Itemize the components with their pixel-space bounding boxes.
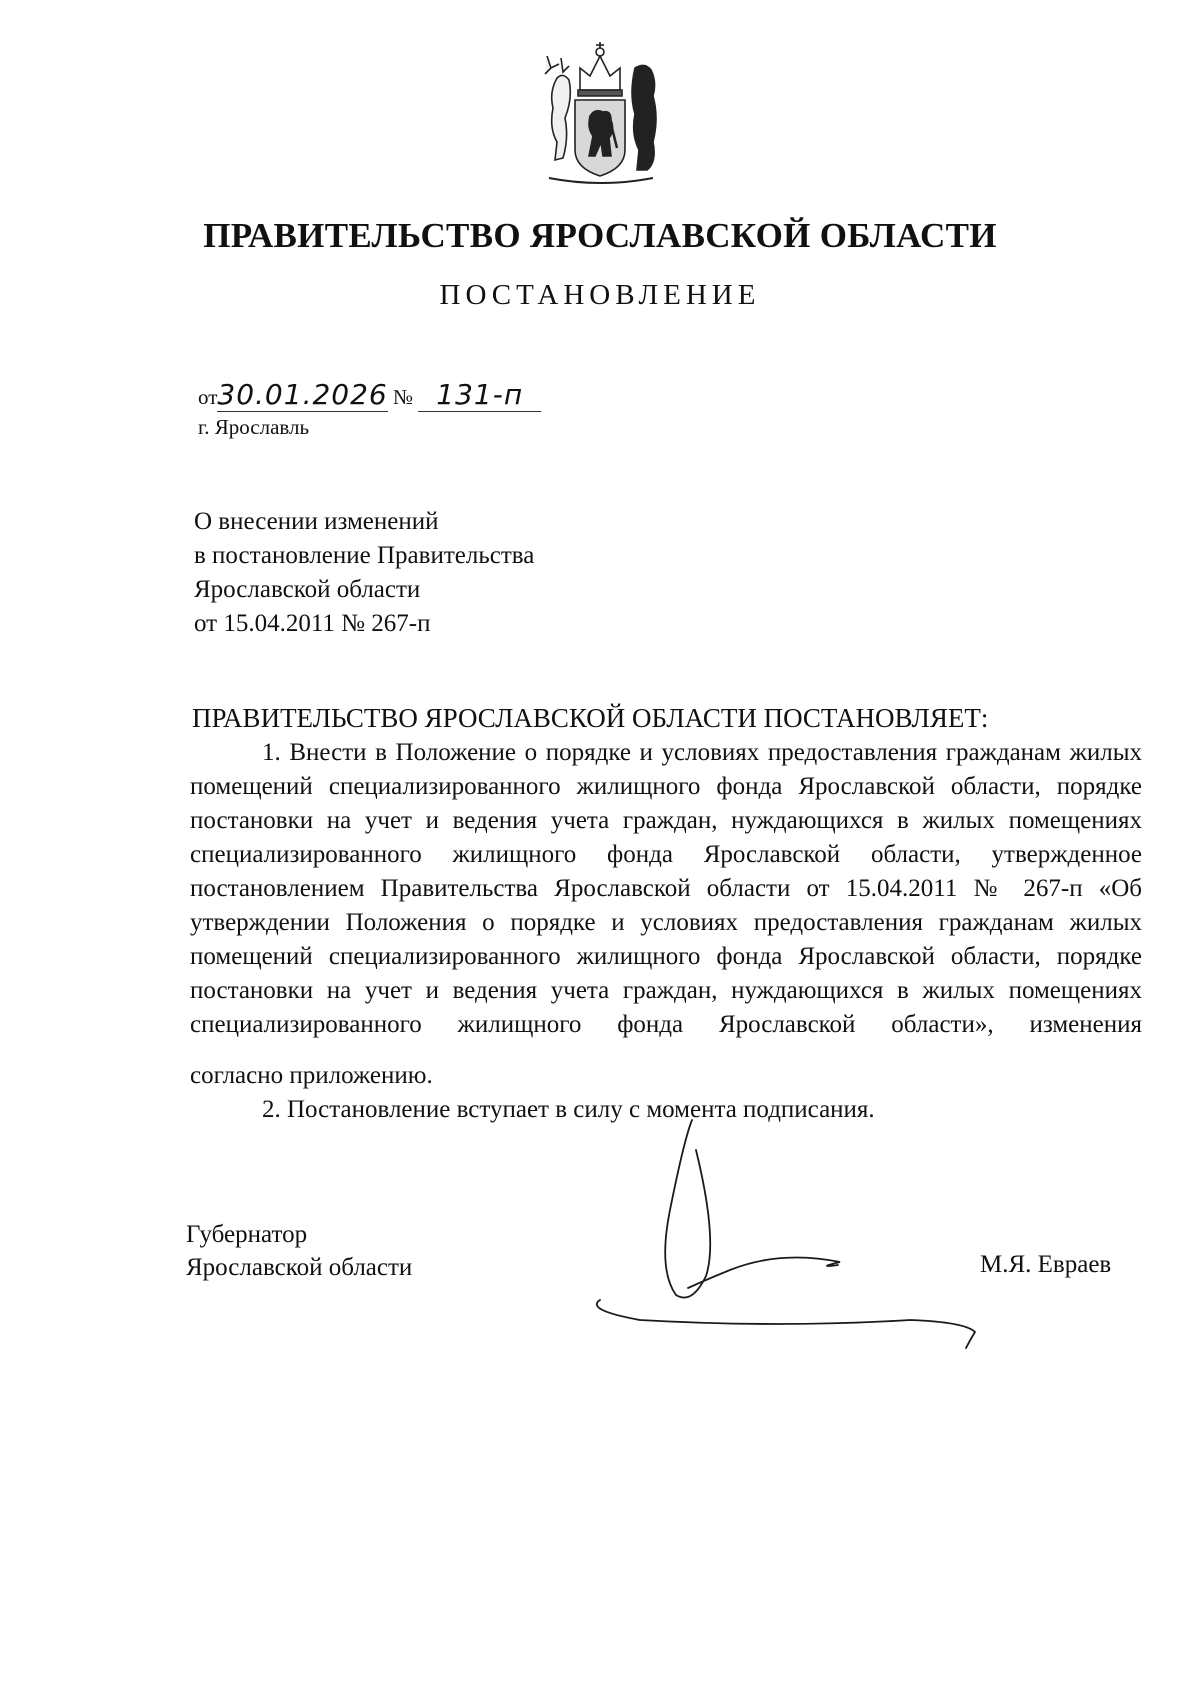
document-type: ПОСТАНОВЛЕНИЕ: [439, 279, 761, 311]
decree-item-1-end: согласно приложению.: [190, 1062, 433, 1089]
date-number-line: [198, 378, 541, 411]
subject-line: Ярославской области: [194, 576, 421, 603]
subject-line: О внесении изменений: [194, 508, 439, 535]
date-prefix: от: [198, 385, 218, 409]
handwritten-signature-icon: [580, 1100, 1030, 1370]
document-subject: [194, 505, 534, 641]
signer-name: М.Я. Евраев: [980, 1251, 1112, 1278]
decree-item-1: 1. Внести в Положение о порядке и условиях предоставления гражданам жилых помещений специализированного жилищного фонда Ярославской области, порядке постановки на учет и ведения учета граждан, нуждающихся в жилых помещениях специализированного жилищного фонда Ярославской области, утвержденное постановлением Правительства Ярославской области от 15.04.2011 № 267-п «Об утверждении Положения о порядке и условиях предоставления гражданам жилых помещений специализированного жилищного фонда Ярославской области, порядке постановки на учет и ведения учета граждан, нуждающихся в жилых помещениях специализированного жилищного фонда Ярославской области», изменения: [190, 739, 1142, 1038]
document-number: 131-п: [418, 378, 541, 412]
city: г. Ярославль: [198, 415, 310, 439]
signer-post-line: Ярославской области: [186, 1254, 413, 1281]
number-prefix: №: [392, 385, 414, 409]
coat-of-arms-icon: [535, 38, 665, 190]
decree-item-2: 2. Постановление вступает в силу с момента подписания.: [262, 1096, 875, 1123]
decree-heading: ПРАВИТЕЛЬСТВО ЯРОСЛАВСКОЙ ОБЛАСТИ ПОСТАНОВЛЯЕТ:: [192, 703, 989, 733]
subject-line: в постановление Правительства: [194, 542, 535, 569]
subject-line: от 15.04.2011 № 267-п: [194, 610, 431, 637]
signer-post-line: Губернатор: [186, 1221, 308, 1248]
document-date: 30.01.2026: [217, 378, 388, 411]
organization-title: ПРАВИТЕЛЬСТВО ЯРОСЛАВСКОЙ ОБЛАСТИ: [203, 216, 997, 255]
signer-position: [186, 1218, 412, 1284]
